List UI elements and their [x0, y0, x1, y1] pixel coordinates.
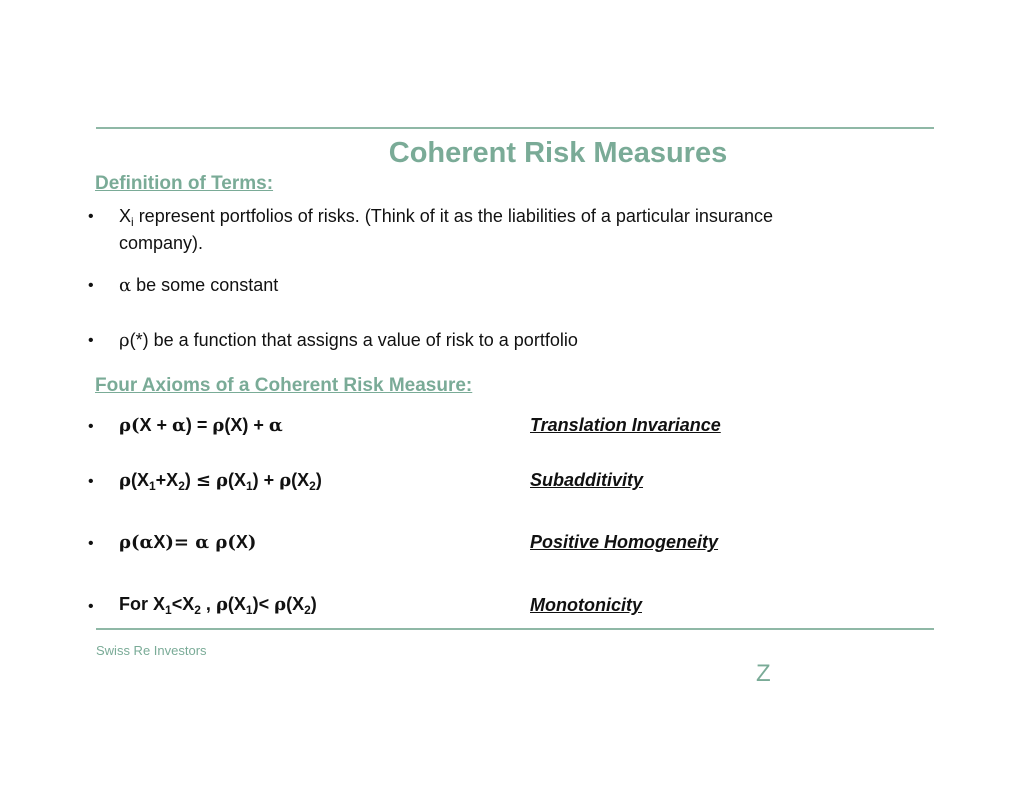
bullet-icon: • — [88, 208, 94, 225]
axioms-heading: Four Axioms of a Coherent Risk Measure: — [95, 375, 473, 396]
bullet-icon: • — [88, 473, 94, 490]
bullet-icon: • — [88, 277, 94, 294]
bullet-icon: • — [88, 418, 94, 435]
rho-symbol: ρ — [119, 330, 130, 351]
definition-risk-function — [119, 327, 578, 354]
footer-brand: Swiss Re Investors — [96, 643, 207, 658]
axiom-monotonicity-formula: For $X_1<X_2$ , $\rho(X_1)< \rho(X_2)$ — [119, 594, 317, 617]
bullet-icon: • — [88, 332, 94, 349]
definition-constant — [119, 272, 278, 299]
axiom-subadditivity-name: Subadditivity — [530, 470, 644, 490]
bullet-icon: • — [88, 598, 94, 615]
axiom-homogeneity-name: Positive Homogeneity — [530, 532, 719, 552]
axiom-translation-formula: ρ(X + α) = ρ(X) + α — [119, 415, 283, 436]
bullet-icon: • — [88, 535, 94, 552]
logo-icon: Z — [756, 660, 771, 687]
axiom-translation-name: Translation Invariance — [530, 415, 721, 435]
definition-portfolio-line2: company). — [119, 233, 204, 253]
definition-portfolio — [119, 203, 773, 230]
definition-portfolio-var: X — [119, 206, 132, 226]
axiom-monotonicity-name: Monotonicity — [530, 595, 642, 615]
definition-risk-function-text: (*) be a function that assigns a value of risk to a portfolio — [129, 330, 578, 350]
axiom-homogeneity-formula: ρ(αX)= α ρ(X) — [119, 532, 257, 553]
axiom-subadditivity-formula: $\rho(X_1+X_2) \le \rho(X_1) + \rho(X_2)$ — [119, 470, 322, 493]
alpha-symbol: α — [119, 275, 132, 296]
page-title: Coherent Risk Measures — [388, 137, 728, 169]
definition-portfolio-sub: i — [131, 215, 134, 229]
definition-portfolio-text: represent portfolios of risks. (Think of it as the liabilities of a particular insurance — [133, 206, 773, 226]
top-divider — [96, 127, 934, 129]
definitions-heading: Definition of Terms: — [95, 173, 274, 194]
bottom-divider — [96, 628, 934, 630]
definition-constant-text: be some constant — [131, 275, 279, 295]
